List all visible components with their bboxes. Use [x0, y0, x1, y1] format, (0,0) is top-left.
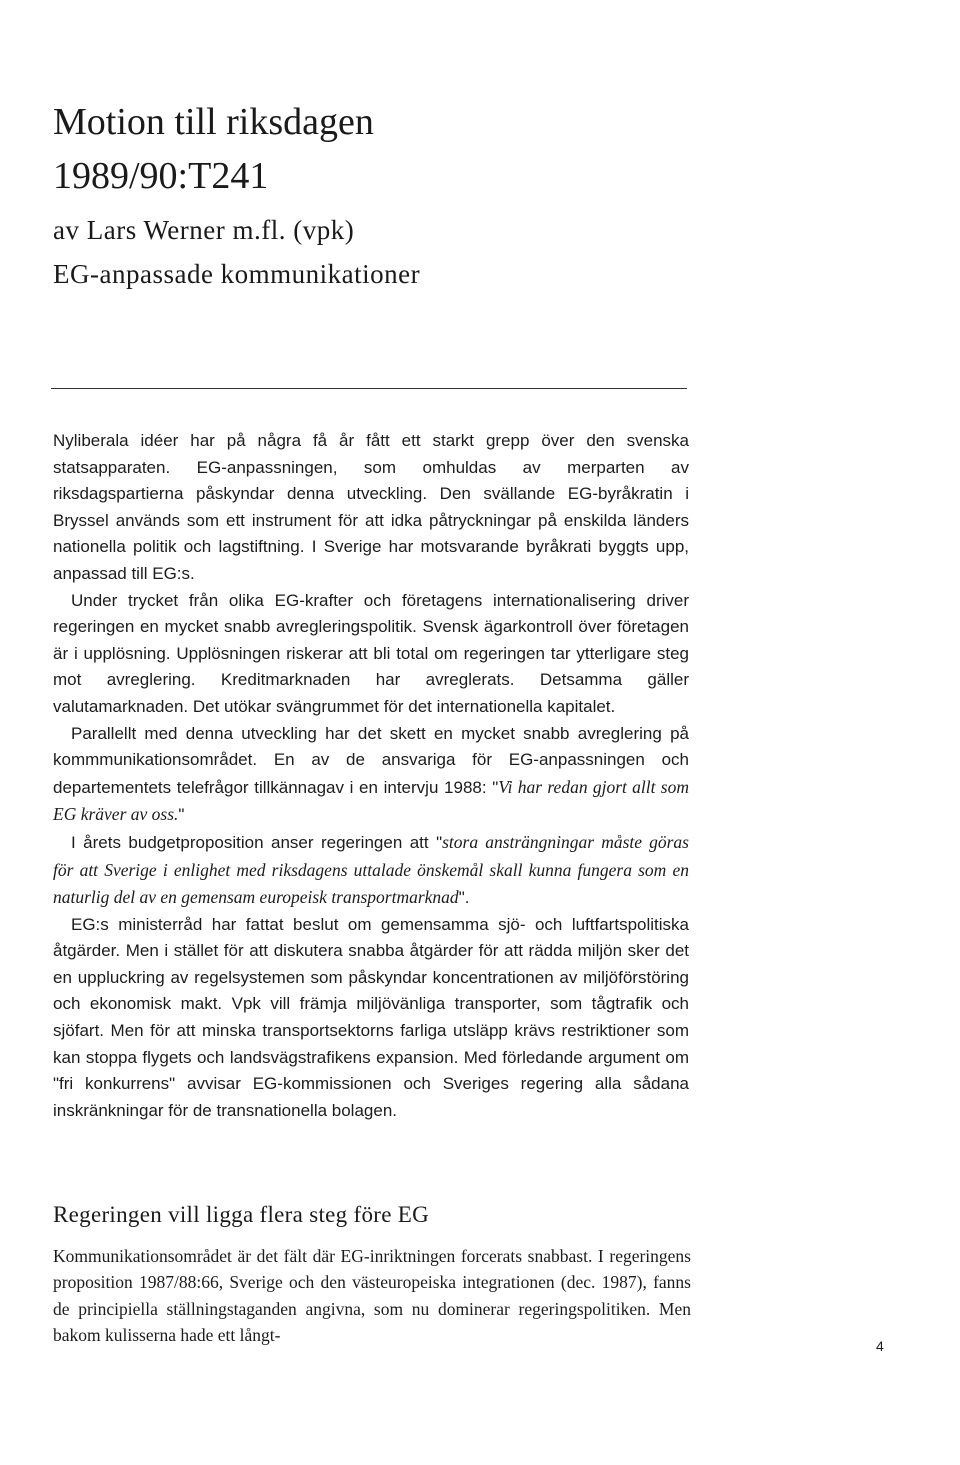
motion-number: 1989/90:T241 [53, 155, 269, 197]
body-paragraph-2: Under trycket från olika EG-krafter och företagens internationalisering driver regeringen en mycket snabb avregleringspolitik. Svensk ägarkontroll över företagen är i upplösning. Upplösningen riskerar att bli total om regeringen tar ytterligare steg mot avreglering. Kreditmarknaden har avreglerats. Detsamma gäller valutamarknaden. Det utökar svängrummet för det internationella kapitalet. [53, 590, 689, 716]
header-divider [51, 388, 687, 389]
motion-title: Motion till riksdagen [53, 101, 374, 143]
motion-author: av Lars Werner m.fl. (vpk) [53, 215, 355, 245]
body-paragraph-5: EG:s ministerråd har fattat beslut om gemensamma sjö- och luftfartspolitiska åtgärder. Men i stället för att diskutera snabba åtgärder för att rädda miljön sker det en uppluckring av regelsystemen som påskyndar koncentrationen av miljöförstöring och ekonomisk makt. Vpk vill främja miljövänliga transporter, som tågtrafik och sjöfart. Men för att minska transportsektorns farliga utsläpp krävs restriktioner som kan stoppa flygets och landsvägstrafikens expansion. Med förledande argument om "fri konkurrens" avvisar EG-kommissionen och Sveriges regering alla sådana inskränkningar för de transnationella bolagen. [53, 914, 689, 1120]
motion-body [53, 428, 689, 1124]
document-header [53, 98, 420, 292]
p4-quote: stora ansträngningar måste göras för att Sverige i enlighet med riksdagens uttalade önskemål skall kunna fungera som en naturlig del av en gemensam europeisk transportmarknad [53, 831, 689, 908]
section-body [53, 1243, 691, 1348]
body-paragraph-3 [53, 721, 689, 829]
section-paragraph: Kommunikationsområdet är det fält där EG-inriktningen forcerats snabbast. I regeringens proposition 1987/88:66, Sverige och den västeuropeiska integrationen (dec. 1987), fanns de principiella ställningstaganden angivna, som nu dominerar regeringspolitiken. Men bakom kulisserna hade ett långt- [53, 1246, 691, 1345]
p4-text: I årets budgetproposition anser regeringen att " [71, 832, 443, 852]
page-number: 4 [876, 1338, 884, 1354]
body-paragraph-4 [53, 829, 689, 912]
motion-subject: EG-anpassade kommunikationer [53, 259, 421, 289]
body-paragraph-1: Nyliberala idéer har på några få år fått ett starkt grepp över den svenska statsapparaten. EG-anpassningen, som omhuldas av merparten av riksdagspartierna påskyndar denna utveckling. Den svällande EG-byråkratin i Bryssel används som ett instrument för att idka påtryckningar på enskilda länders nationella politik och lagstiftning. I Sverige har motsvarande byråkrati byggts upp, anpassad till EG:s. [53, 431, 689, 583]
section-heading: Regeringen vill ligga flera steg före EG [53, 1202, 430, 1227]
p3-end: " [178, 805, 185, 825]
p3-quote: Vi har redan gjort allt som EG kräver av oss. [53, 776, 689, 825]
p4-end: ". [458, 888, 470, 908]
p3-text: Parallellt med denna utveckling har det skett en mycket snabb avreglering på kommmunikationsområdet. En av de ansvariga för EG-anpassningen och departementets telefrågor tillkännagav i en intervju 1988: " [53, 723, 689, 797]
